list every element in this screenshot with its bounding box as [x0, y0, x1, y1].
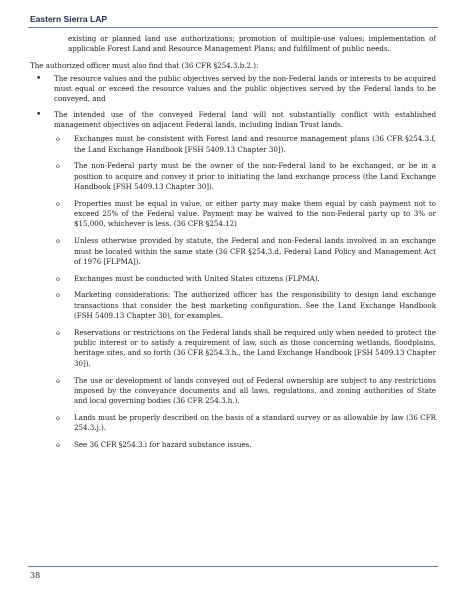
sub-list-item-text: Unless otherwise provided by statute, the Federal and non-Federal lands involved in an exchange must be located within the same state (36 CFR §254.3.d, Federal Land Policy and Management Act of 1976 [FLPMA]).: [74, 236, 436, 266]
list-item: [30, 110, 436, 451]
sub-list-item-text: Lands must be properly described on the basis of a standard survey or as allowable by law (36 CFR 254.3.j.).: [74, 412, 436, 433]
sub-list-item-text: Exchanges must be conducted with United States citizens (FLPMA).: [74, 273, 320, 283]
sub-list-item-text: See 36 CFR §254.3.i for hazard substance issues.: [74, 440, 252, 449]
page-number: 38: [30, 571, 41, 580]
finding-list: [30, 74, 436, 450]
sub-list-item: [54, 134, 436, 155]
sub-list-item: [54, 274, 436, 284]
sub-list-item-text: The use or development of lands conveyed out of Federal ownership are subject to any restrictions imposed by the conveyance documents and all laws, regulations, and zoning authorities of State and local governing bodies (36 CFR 254.3.h.).: [74, 375, 436, 406]
sub-list-item: [54, 328, 436, 369]
header-rule: [28, 27, 438, 28]
sub-list-item-text: Exchanges must be consistent with Forest land and resource management plans (36 CFR §254.3.f, the Land Exchange Handbook [FSH 5409.13 Chapter 30]).: [74, 134, 436, 154]
sub-list-item: [54, 413, 436, 434]
list-item-text: The intended use of the conveyed Federal land will not substantially conflict with established management objectives on adjacent Federal lands, including Indian Trust lands.: [54, 109, 436, 130]
continued-paragraph: existing or planned land use authorizations; promotion of multiple-use values; implementation of applicable Forest Land and Resource Management Plans; and fulfillment of public needs.: [68, 34, 436, 54]
sub-list-item-text: Properties must be equal in value, or either party may make them equal by cash payment not to exceed 25% of the Federal value. Payment may be waived to the non-Federal party up to 3% or $15,000, whichever is less. (36 CFR §254.12): [74, 198, 436, 229]
intro-paragraph: The authorized officer must also find that (36 CFR §254.3.b.2.):: [30, 60, 259, 70]
sub-list-item: [54, 376, 436, 407]
sub-list-item-text: Reservations or restrictions on the Federal lands shall be required only when needed to protect the public interest or to satisfy a requirement of law, such as those concerning wetlands, floodplains, heritage sites, and so forth (36 CFR §254.3.h., the Land Exchange Handbook [FSH 5409.13 Chapter 30]).: [74, 327, 436, 368]
footer-rule: [28, 566, 438, 567]
sub-list-item: [54, 236, 436, 267]
page-body: [30, 34, 436, 457]
running-header: Eastern Sierra LAP: [30, 14, 108, 24]
list-item-text: The resource values and the public objectives served by the non-Federal lands or interests to be acquired must equal or exceed the resource values and the public objectives served by the Federal lands to be conveyed, and: [54, 73, 436, 104]
sub-list-item: [54, 161, 436, 192]
sub-list-item: [54, 440, 436, 450]
sub-list-item-text: Marketing considerations: The authorized officer has the responsibility to design land exchange transactions that consider the best marketing configuration. See the Land Exchange Handbook (FSH 5409.13 Chapter 30), for examples.: [74, 290, 436, 321]
requirement-list: [54, 134, 436, 450]
sub-list-item: [54, 290, 436, 321]
sub-list-item-text: The non-Federal party must be the owner of the non-Federal land to be exchanged, or be in a position to acquire and convey it prior to initiating the land exchange process (the Land Exchange Handbook [FSH 5409.13 Chapter 30]).: [74, 161, 436, 192]
sub-list-item: [54, 199, 436, 230]
list-item: [30, 74, 436, 105]
